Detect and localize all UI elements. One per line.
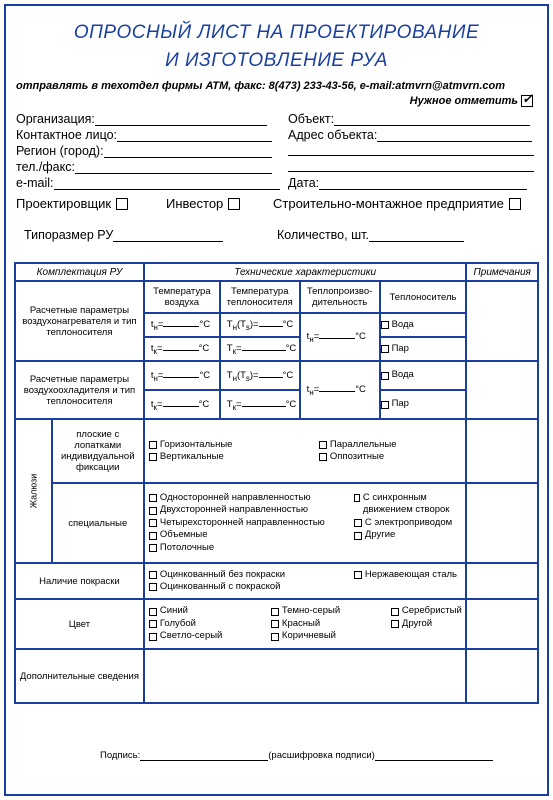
- special-opt-ceiling[interactable]: Потолочные: [149, 542, 354, 555]
- special-opt-volume[interactable]: Объемные: [149, 529, 354, 542]
- cooler-perf[interactable]: $t_н= ^\circ C$: [300, 361, 380, 419]
- title-line-2: И ИЗГОТОВЛЕНИЕ РУА: [165, 50, 388, 71]
- role-designer[interactable]: [16, 196, 128, 211]
- spec-table: [14, 262, 539, 704]
- color-opt-silver[interactable]: Серебристый: [391, 605, 462, 618]
- checkbox-icon[interactable]: [149, 544, 157, 552]
- checkbox-icon[interactable]: [319, 453, 327, 461]
- checkbox-icon[interactable]: [149, 620, 157, 628]
- paint-options[interactable]: [144, 563, 467, 599]
- flat-opt-parallel[interactable]: Параллельные: [319, 439, 397, 452]
- cooler-steam[interactable]: Пар: [380, 390, 467, 419]
- cooler-air-out[interactable]: $t_к= ^\circ C$: [144, 390, 220, 419]
- flat-label: плоские с лопатками индивидуальной фиксации: [52, 419, 144, 483]
- checkbox-icon[interactable]: [354, 494, 360, 502]
- header-tech: Технические характеристики: [144, 263, 467, 281]
- heater-air-in[interactable]: $t_н= ^\circ C$: [144, 313, 220, 337]
- role-contractor[interactable]: [273, 196, 521, 211]
- flat-note[interactable]: [466, 419, 538, 483]
- checkbox-icon[interactable]: [391, 608, 399, 616]
- heater-carrier-in[interactable]: $T_н(T_s)= ^\circ C$: [220, 313, 300, 337]
- color-label: Цвет: [15, 599, 144, 649]
- cooler-carrier-out[interactable]: $T_к= ^\circ C$: [220, 390, 300, 419]
- special-opt-drive[interactable]: С электроприводом: [354, 517, 464, 530]
- header-note: Примечания: [466, 263, 538, 281]
- color-options[interactable]: [144, 599, 467, 649]
- phone-field[interactable]: [16, 160, 272, 174]
- signature-decode-label: (расшифровка подписи): [268, 750, 375, 761]
- blank-line[interactable]: [288, 155, 534, 156]
- phone-label: тел./факс:: [16, 160, 75, 174]
- address-label: Адрес объекта:: [288, 128, 378, 142]
- special-label: специальные: [52, 483, 144, 563]
- object-label: Объект:: [288, 112, 335, 126]
- flat-opt-opposite[interactable]: Оппозитные: [319, 451, 397, 464]
- email-field[interactable]: [16, 176, 280, 190]
- checkbox-icon[interactable]: [149, 608, 157, 616]
- qty-label: Количество, шт.: [277, 228, 369, 242]
- checkbox-icon[interactable]: [149, 633, 157, 641]
- signature-row[interactable]: [100, 750, 493, 761]
- extra-input[interactable]: [144, 649, 467, 703]
- extra-note[interactable]: [466, 649, 538, 703]
- paint-label: Наличие покраски: [15, 563, 144, 599]
- checkbox-icon[interactable]: [116, 198, 128, 210]
- checkbox-icon[interactable]: [354, 571, 362, 579]
- color-opt-red[interactable]: Красный: [271, 618, 391, 631]
- color-opt-brown[interactable]: Коричневый: [271, 630, 391, 643]
- heater-water[interactable]: Вода: [380, 313, 467, 337]
- signature-label: Подпись:: [100, 750, 141, 761]
- cooler-note[interactable]: [466, 361, 538, 419]
- checkbox-icon[interactable]: [149, 519, 157, 527]
- heater-label: Расчетные параметры воздухонагревателя и тип теплоносителя: [15, 281, 144, 361]
- heater-steam[interactable]: Пар: [380, 337, 467, 361]
- col-carrier: Температура теплоносителя: [220, 281, 300, 313]
- special-note[interactable]: [466, 483, 538, 563]
- color-opt-blue[interactable]: Синий: [149, 605, 271, 618]
- role-investor-label: Инвестор: [166, 196, 224, 211]
- special-opt-sync[interactable]: С синхронным движением створок: [354, 492, 464, 517]
- contact-field[interactable]: [16, 128, 272, 142]
- org-field[interactable]: [16, 112, 267, 126]
- qty-field[interactable]: [277, 228, 464, 242]
- special-opt-2[interactable]: Двухсторонней направленностью: [149, 504, 354, 517]
- mark-note-label: Нужное отметить: [409, 95, 518, 107]
- role-designer-label: Проектировщик: [16, 196, 112, 211]
- checkbox-icon[interactable]: [149, 571, 157, 579]
- blank-line[interactable]: [288, 171, 534, 172]
- org-label: Организация:: [16, 112, 95, 126]
- col-type: Теплоноситель: [380, 281, 467, 313]
- flat-opt-vertical[interactable]: Вертикальные: [149, 451, 319, 464]
- color-opt-lightgray[interactable]: Светло-серый: [149, 630, 271, 643]
- color-opt-lightblue[interactable]: Голубой: [149, 618, 271, 631]
- checkbox-icon[interactable]: [319, 441, 327, 449]
- special-opt-1[interactable]: Односторонней направленностью: [149, 492, 354, 505]
- checkbox-icon[interactable]: [149, 494, 157, 502]
- extra-label: Дополнительные сведения: [15, 649, 144, 703]
- date-field[interactable]: [288, 176, 527, 190]
- send-info: отправлять в техотдел фирмы АТМ, факс: 8(473) 233-43-56, e-mail:atmvrn@atmvrn.com: [16, 80, 506, 92]
- role-investor[interactable]: [166, 196, 240, 211]
- checkbox-icon[interactable]: [354, 519, 362, 527]
- size-field[interactable]: [24, 228, 223, 242]
- heater-note[interactable]: [466, 281, 538, 361]
- paint-note[interactable]: [466, 563, 538, 599]
- role-contractor-label: Строительно-монтажное предприятие: [273, 196, 504, 211]
- heater-air-out[interactable]: $t_к= ^\circ C$: [144, 337, 220, 361]
- cooler-carrier-in[interactable]: $T_н(T_s)= ^\circ C$: [220, 361, 300, 390]
- color-opt-darkgray[interactable]: Темно-серый: [271, 605, 391, 618]
- paint-opt-stainless[interactable]: Нержавеющая сталь: [354, 569, 457, 582]
- color-opt-other[interactable]: Другой: [391, 618, 462, 631]
- header-config: Комплектация РУ: [15, 263, 144, 281]
- flat-opt-horizontal[interactable]: Горизонтальные: [149, 439, 319, 452]
- size-label: Типоразмер РУ: [24, 228, 114, 242]
- checkbox-icon[interactable]: [271, 608, 279, 616]
- mark-note: [410, 95, 533, 107]
- special-opt-4[interactable]: Четырехсторонней направленностью: [149, 517, 354, 530]
- checkbox-checked-icon: [521, 95, 533, 107]
- checkbox-icon[interactable]: [149, 453, 157, 461]
- checkbox-icon[interactable]: [381, 372, 389, 380]
- col-perf: Теплопроизво-дительность: [300, 281, 380, 313]
- checkbox-icon[interactable]: [381, 345, 389, 353]
- paint-opt-galv[interactable]: Оцинкованный без покраски: [149, 569, 354, 582]
- checkbox-icon[interactable]: [149, 532, 157, 540]
- checkbox-icon[interactable]: [149, 507, 157, 515]
- date-label: Дата:: [288, 176, 320, 190]
- region-field[interactable]: [16, 144, 272, 158]
- cooler-air-in[interactable]: $t_н= ^\circ C$: [144, 361, 220, 390]
- flat-options[interactable]: [144, 419, 467, 483]
- cooler-label: Расчетные параметры воздухоохладителя и тип теплоносителя: [15, 361, 144, 419]
- col-air: Температура воздуха: [144, 281, 220, 313]
- email-label: e-mail:: [16, 176, 54, 190]
- jalousie-label: Жалюзи: [15, 419, 52, 563]
- heater-perf[interactable]: $t_н= ^\circ C$: [300, 313, 380, 361]
- checkbox-icon[interactable]: [391, 620, 399, 628]
- special-options[interactable]: [144, 483, 467, 563]
- checkbox-icon[interactable]: [271, 633, 279, 641]
- contact-label: Контактное лицо:: [16, 128, 118, 142]
- color-note[interactable]: [466, 599, 538, 649]
- cooler-water[interactable]: Вода: [380, 361, 467, 390]
- object-field[interactable]: [288, 112, 530, 126]
- paint-opt-galv-painted[interactable]: Оцинкованный с покраской: [149, 581, 354, 594]
- checkbox-icon[interactable]: [381, 321, 389, 329]
- checkbox-icon[interactable]: [509, 198, 521, 210]
- title-line-1: ОПРОСНЫЙ ЛИСТ НА ПРОЕКТИРОВАНИЕ: [73, 22, 480, 43]
- checkbox-icon[interactable]: [271, 620, 279, 628]
- checkbox-icon[interactable]: [149, 441, 157, 449]
- heater-carrier-out[interactable]: $T_к= ^\circ C$: [220, 337, 300, 361]
- checkbox-icon[interactable]: [381, 401, 389, 409]
- address-field[interactable]: [288, 128, 532, 142]
- special-opt-other[interactable]: Другие: [354, 529, 464, 542]
- checkbox-icon[interactable]: [149, 583, 157, 591]
- checkbox-icon[interactable]: [354, 532, 362, 540]
- checkbox-icon[interactable]: [228, 198, 240, 210]
- region-label: Регион (город):: [16, 144, 104, 158]
